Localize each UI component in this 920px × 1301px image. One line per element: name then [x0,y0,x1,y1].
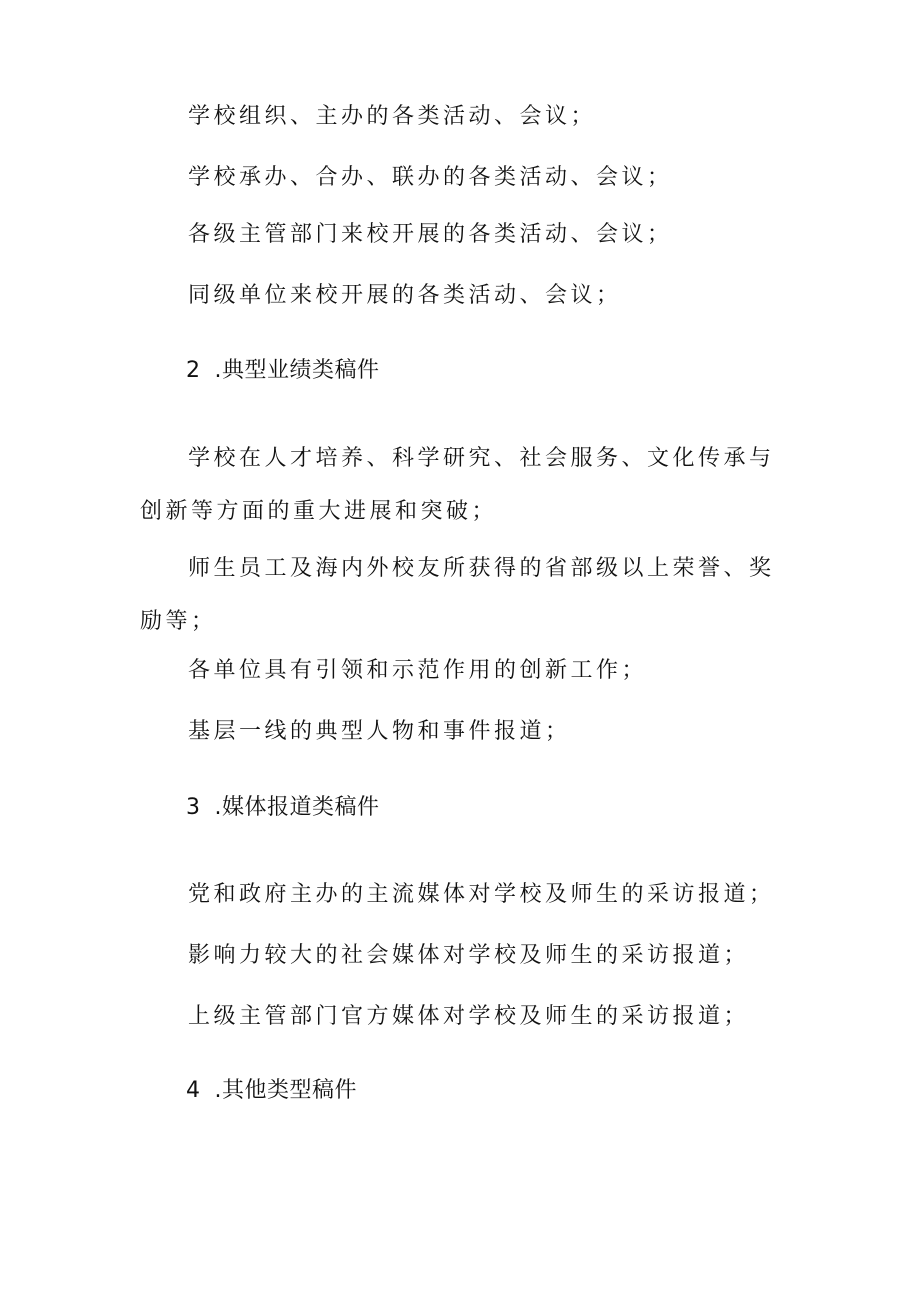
section3-number: 3 [186,795,201,820]
section4-number: 4 [186,1078,201,1103]
section4-heading [186,1076,357,1106]
section1-item-2: 学校承办、合办、联办的各类活动、会议； [188,165,673,190]
section2-title: .典型业绩类稿件 [214,358,380,383]
section2-heading [186,356,380,386]
section2-number: 2 [186,358,201,383]
section3-item-3: 上级主管部门官方媒体对学校及师生的采访报道； [188,1004,750,1029]
section3-title: .媒体报道类稿件 [214,795,380,820]
section2-item-1: 学校在人才培养、科学研究、社会服务、文化传承与创新等方面的重大进展和突破； [140,446,775,524]
section3-heading [186,793,380,823]
section3-item-2: 影响力较大的社会媒体对学校及师生的采访报道； [188,943,750,968]
section4-title: .其他类型稿件 [214,1078,357,1103]
section1-item-3: 各级主管部门来校开展的各类活动、会议； [188,222,673,247]
section1-item-4: 同级单位来校开展的各类活动、会议； [188,283,622,308]
section3-item-1: 党和政府主办的主流媒体对学校及师生的采访报道； [188,882,775,907]
section2-item-4: 基层一线的典型人物和事件报道； [188,719,571,744]
section1-item-1: 学校组织、主办的各类活动、会议； [188,104,597,129]
section2-item-3: 各单位具有引领和示范作用的创新工作； [188,658,648,683]
section2-item-2: 师生员工及海内外校友所获得的省部级以上荣誉、奖励等； [140,556,775,634]
